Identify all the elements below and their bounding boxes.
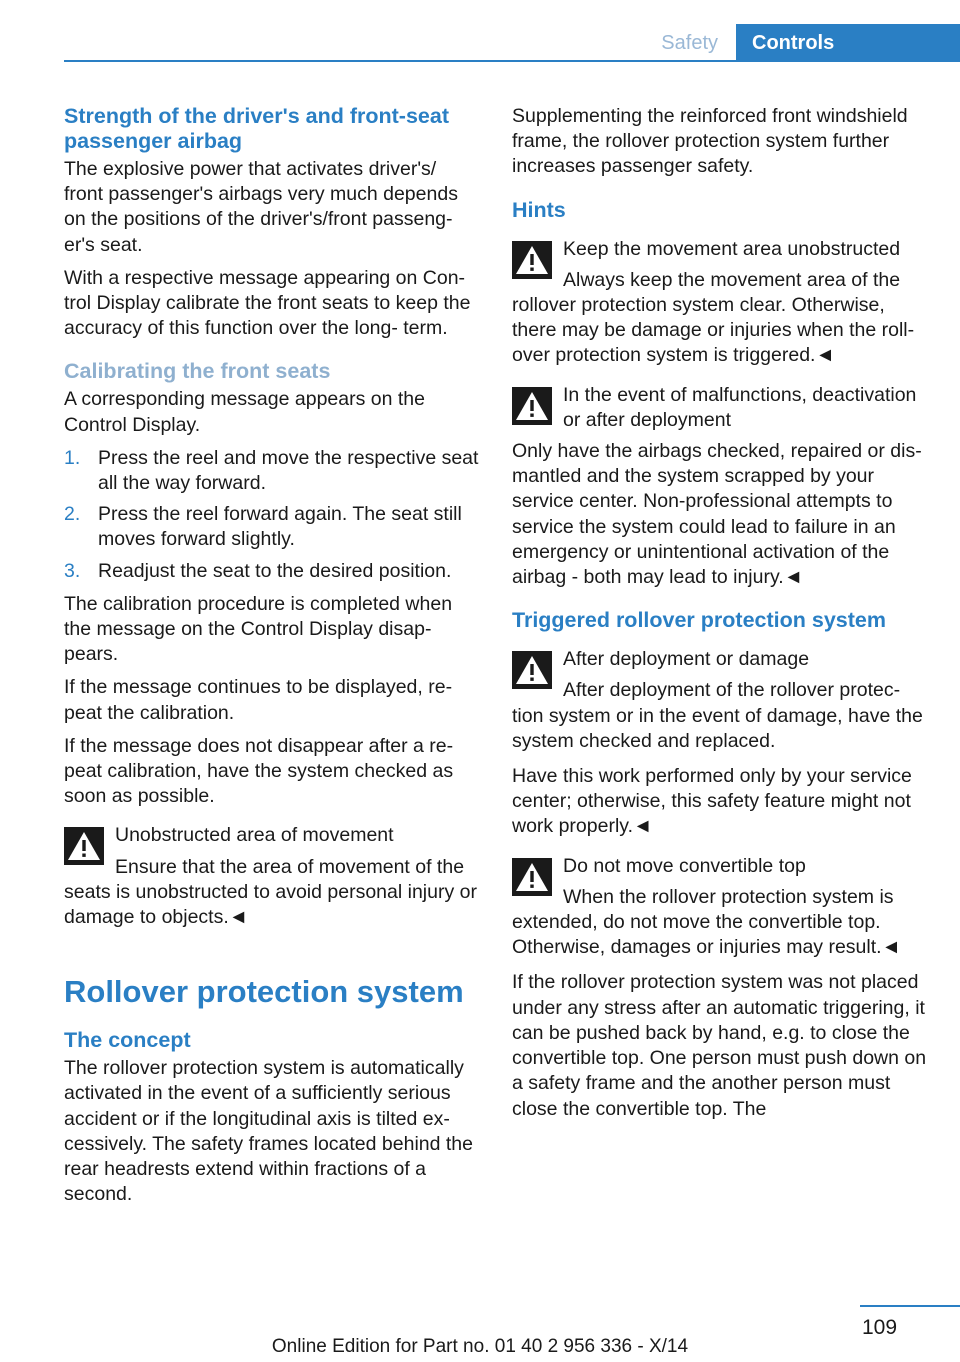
step-number: 3.	[64, 559, 81, 582]
warning-box-movement	[64, 823, 480, 930]
warning-triangle-icon	[512, 858, 552, 896]
triggered-heading: Triggered rollover protection system	[512, 608, 886, 633]
warning-body: Ensure that the area of movement of the seats is unobstructed to avoid personal injury or damage to objects.◄	[64, 855, 477, 929]
warning-triangle-icon	[512, 241, 552, 279]
calibrating-paragraph-1: A corresponding message appears on the Control Display.	[64, 388, 425, 436]
step-number: 1.	[64, 446, 81, 469]
footer-rule	[860, 1305, 960, 1307]
warning-box-convertible-top	[512, 854, 928, 961]
calibrating-paragraph-2: The calibration procedure is completed when the message on the Control Display disap‐ pears.	[64, 592, 453, 666]
calibrating-paragraph-4: If the message does not disappear after a re‐ peat calibration, have the system checked as soon as possible.	[64, 734, 454, 808]
warning-box-malfunction	[512, 383, 928, 591]
step-text: Readjust the seat to the desired position.	[98, 559, 452, 582]
warning-title: Unobstructed area of movement	[115, 824, 394, 847]
rollover-intro-paragraph: Supplementing the reinforced front windshield frame, the rollover protection system further increases passenger safety.	[512, 105, 908, 178]
hints-heading: Hints	[512, 197, 566, 222]
step-item	[64, 446, 480, 496]
calibrating-heading: Calibrating the front seats	[64, 359, 331, 384]
right-column	[512, 104, 928, 1130]
warning-body: When the rollover protection system is extended, do not move the convertible top. Otherwise, damages or injuries may result.◄	[512, 885, 901, 959]
concept-heading: The concept	[64, 1028, 191, 1053]
warning-triangle-icon	[512, 387, 552, 425]
rollover-heading: Rollover protection system	[64, 974, 464, 1010]
calibrating-paragraph-3: If the message continues to be displayed, re‐ peat the calibration.	[64, 676, 453, 724]
warning-box-deployment	[512, 647, 928, 754]
service-paragraph: Have this work performed only by your service center; otherwise, this safety feature might not work properly.◄	[512, 765, 912, 838]
warning-title: Do not move convertible top	[563, 854, 806, 877]
step-item	[64, 502, 480, 552]
step-text: Press the reel forward again. The seat still moves forward slightly.	[98, 503, 462, 551]
footer-edition: Online Edition for Part no. 01 40 2 956 336 - X/14	[271, 1336, 689, 1357]
warning-title: In the event of malfunctions, deactivation or after deployment	[563, 383, 917, 431]
warning-triangle-icon	[64, 827, 104, 865]
left-column	[64, 104, 480, 1216]
airbag-paragraph-2: With a respective message appearing on Con‐ trol Display calibrate the front seats to keep the accuracy of this function over the long- term.	[64, 266, 471, 340]
warning-box-unobstructed	[512, 237, 928, 369]
airbag-heading: Strength of the driver's and front-seat passenger airbag	[64, 104, 449, 153]
header-tab-safety: Safety	[661, 32, 718, 54]
airbag-paragraph-1: The explosive power that activates driver's/ front passenger's airbags very much depends on the positions of the driver's/front passeng‐ er's seat.	[64, 158, 458, 256]
warning-title: Keep the movement area unobstructed	[563, 237, 901, 260]
page-number: 109	[862, 1316, 898, 1339]
step-number: 2.	[64, 503, 81, 526]
header-rule	[64, 60, 960, 62]
step-text: Press the reel and move the respective seat all the way forward.	[98, 446, 479, 495]
calibration-steps	[64, 446, 480, 584]
warning-body: After deployment of the rollover protec‐ tion system or in the event of damage, have the system checked and replaced.	[512, 679, 923, 752]
warning-body: Always keep the movement area of the rollover protection system clear. Otherwise, there may be damage or injuries when the roll‐ over protection system is triggered.◄	[512, 268, 915, 367]
step-item	[64, 559, 480, 584]
warning-triangle-icon	[512, 651, 552, 689]
header-tab-controls: Controls	[736, 24, 960, 62]
push-back-paragraph: If the rollover protection system was not placed under any stress after an automatic triggering, it can be pushed back by hand, e.g. to close the convertible top. One person must push down on a safety frame and the another person must close the convertible top. The	[512, 971, 927, 1120]
concept-paragraph: The rollover protection system is automatically activated in the event of a sufficiently serious accident or if the longitudinal axis is tilted ex‐ cessively. The safety frames located behind the rear headrests extend within fractions of a second.	[64, 1057, 473, 1206]
warning-body: Only have the airbags checked, repaired or dis‐ mantled and the system scrapped by your service center. Non-professional attempts to service the system could lead to failure in an emergency or unintentional activation of the airbag - both may lead to injury.◄	[512, 440, 922, 589]
warning-title: After deployment or damage	[563, 648, 810, 671]
